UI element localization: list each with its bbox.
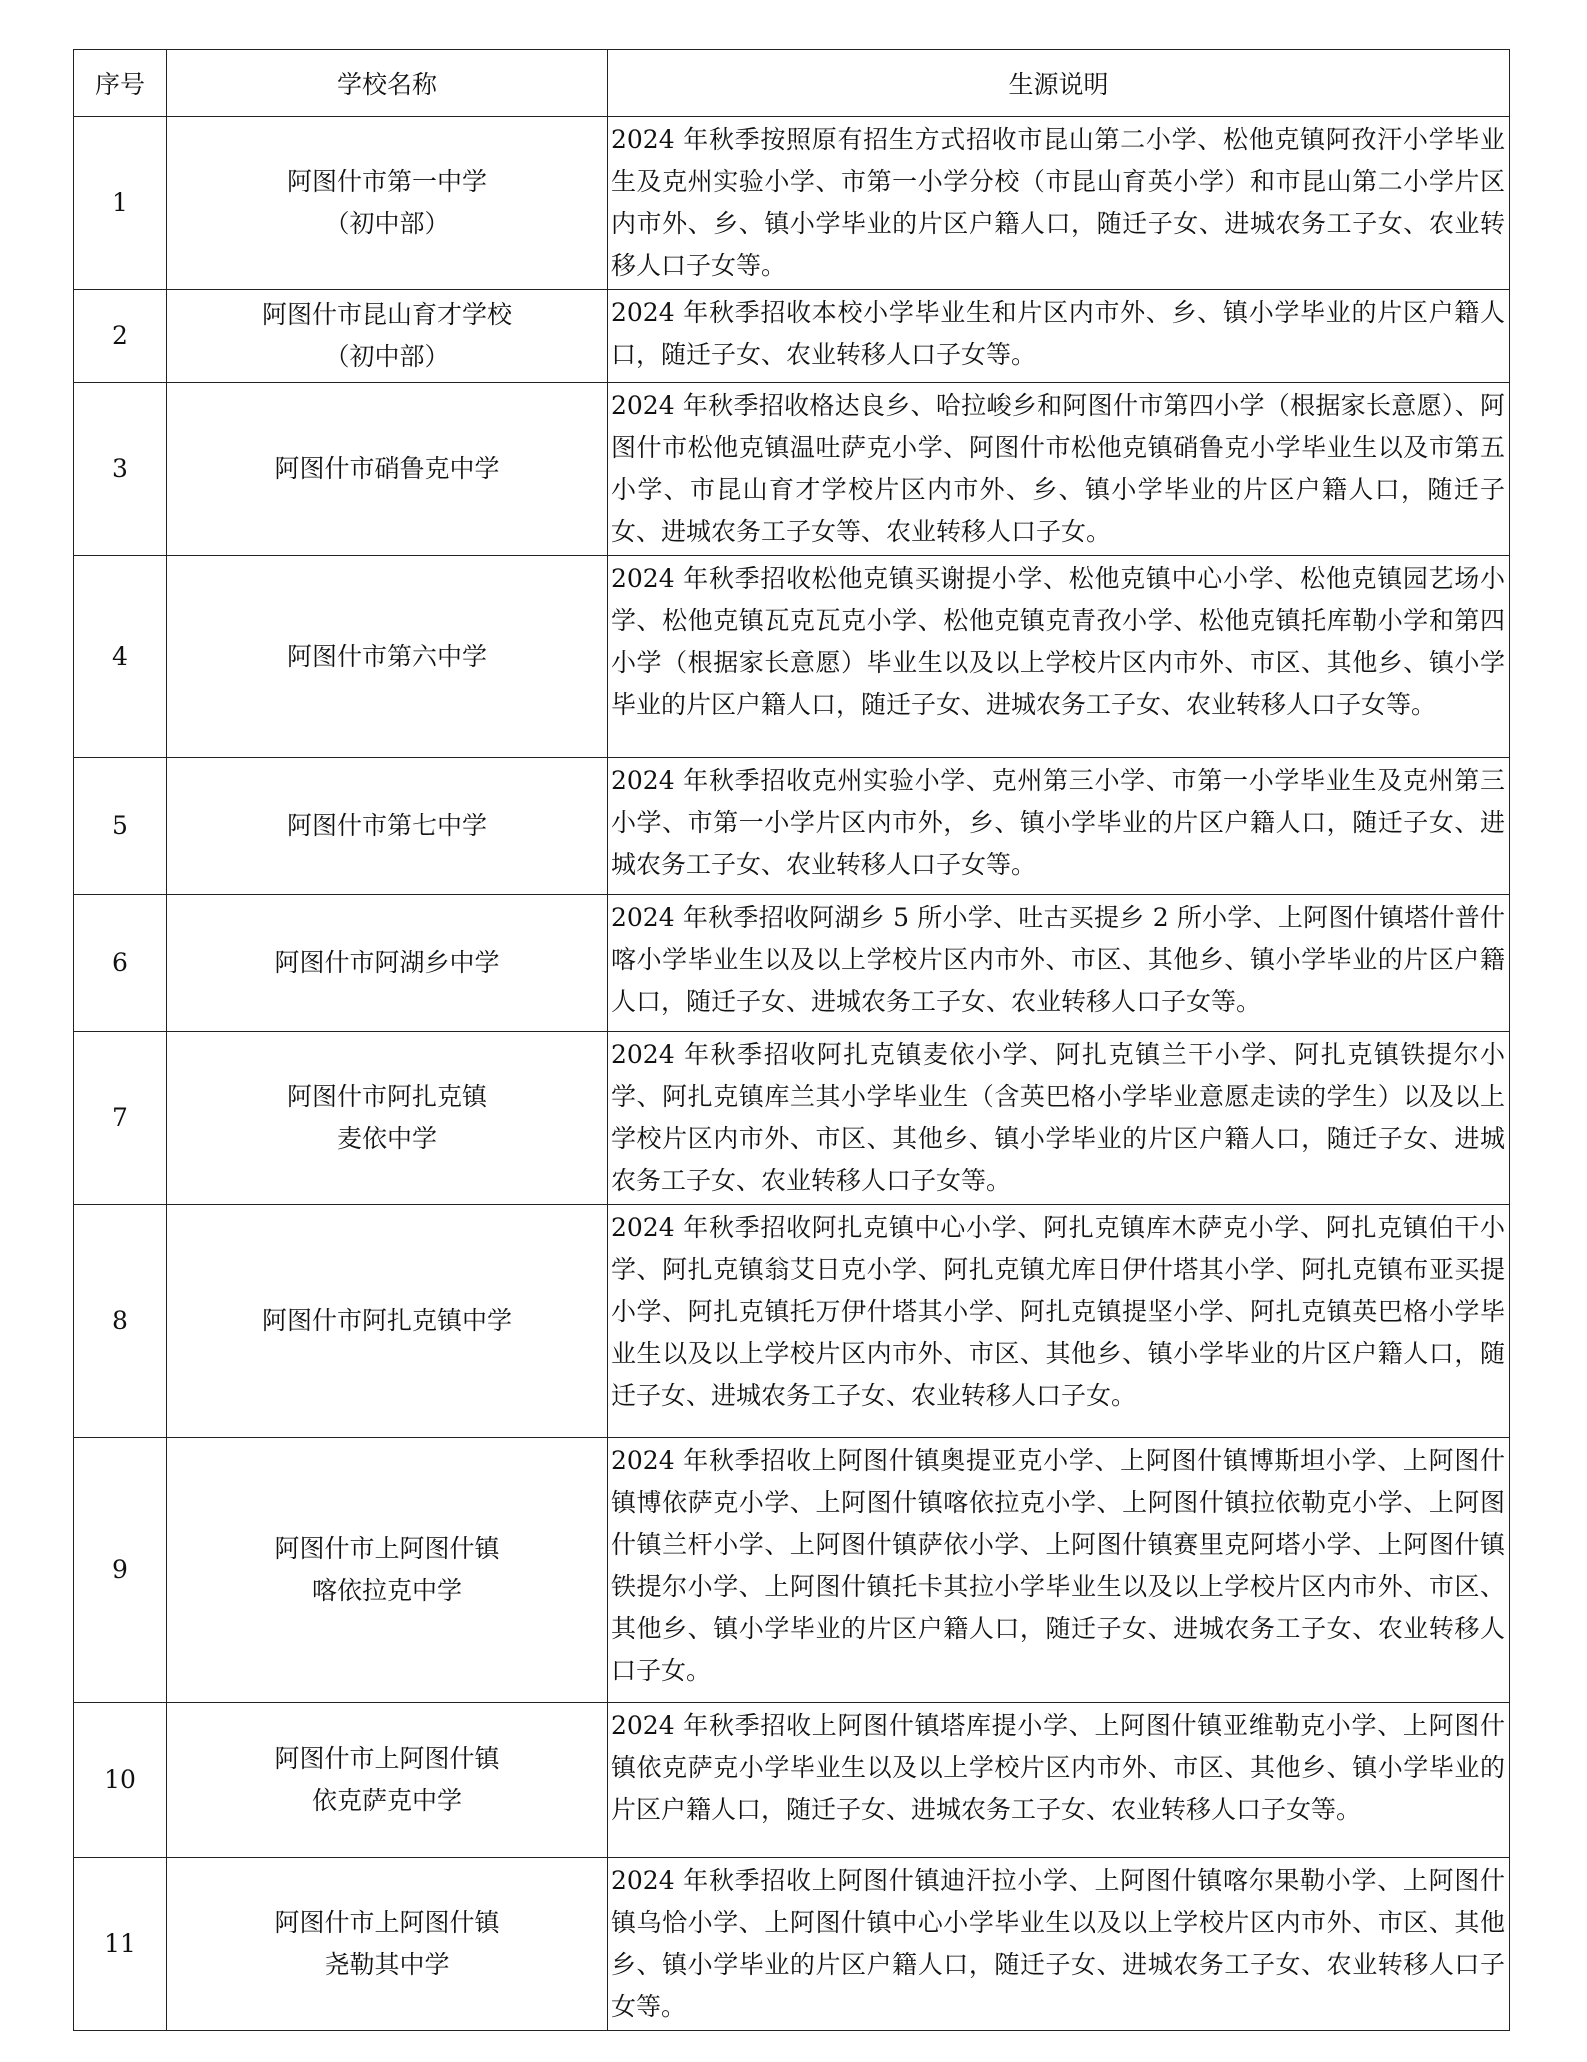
school-name	[167, 1205, 608, 1438]
school-name	[167, 1438, 608, 1703]
school-name-line: 依克萨克中学	[311, 1786, 462, 1815]
row-number: 4	[74, 556, 167, 758]
enrollment-description: 2024 年秋季招收阿湖乡 5 所小学、吐古买提乡 2 所小学、上阿图什镇塔什普什喀小学毕业生以及以上学校片区内市外、市区、其他乡、镇小学毕业的片区户籍人口，随迁子女、进城农务工子女、农业转移人口子女等。	[608, 895, 1510, 1032]
table-row	[74, 895, 1510, 1032]
enrollment-description: 2024 年秋季招收上阿图什镇奥提亚克小学、上阿图什镇博斯坦小学、上阿图什镇博依萨克小学、上阿图什镇喀依拉克小学、上阿图什镇拉依勒克小学、上阿图什镇兰杆小学、上阿图什镇萨依小学、上阿图什镇赛里克阿塔小学、上阿图什镇铁提尔小学、上阿图什镇托卡其拉小学毕业生以及以上学校片区内市外、市区、其他乡、镇小学毕业的片区户籍人口，随迁子女、进城农务工子女、农业转移人口子女。	[608, 1438, 1510, 1703]
school-name-line: 阿图什市上阿图什镇	[274, 1744, 500, 1773]
table-row	[74, 1438, 1510, 1703]
enrollment-description: 2024 年秋季招收阿扎克镇麦依小学、阿扎克镇兰干小学、阿扎克镇铁提尔小学、阿扎克镇库兰其小学毕业生（含英巴格小学毕业意愿走读的学生）以及以上学校片区内市外、市区、其他乡、镇小学毕业的片区户籍人口，随迁子女、进城农务工子女、农业转移人口子女等。	[608, 1032, 1510, 1205]
row-number: 5	[74, 758, 167, 895]
header-description: 生源说明	[608, 50, 1510, 117]
table-row	[74, 1032, 1510, 1205]
school-name-line: 阿图什市硝鲁克中学	[274, 454, 500, 483]
school-name-line: 阿图什市昆山育才学校	[261, 300, 512, 329]
school-name-line: 尧勒其中学	[324, 1950, 450, 1979]
school-name-line: 喀依拉克中学	[311, 1576, 462, 1605]
school-name	[167, 1703, 608, 1858]
table-header-row	[74, 50, 1510, 117]
row-number: 9	[74, 1438, 167, 1703]
enrollment-description: 2024 年秋季招收克州实验小学、克州第三小学、市第一小学毕业生及克州第三小学、市第一小学片区内市外，乡、镇小学毕业的片区户籍人口，随迁子女、进城农务工子女、农业转移人口子女等。	[608, 758, 1510, 895]
school-name-line: 阿图什市第一中学	[286, 167, 487, 196]
table-row	[74, 383, 1510, 556]
row-number: 11	[74, 1858, 167, 2031]
row-number: 7	[74, 1032, 167, 1205]
school-name-line: 阿图什市上阿图什镇	[274, 1908, 500, 1937]
school-name-line: 阿图什市上阿图什镇	[274, 1534, 500, 1563]
enrollment-description: 2024 年秋季招收松他克镇买谢提小学、松他克镇中心小学、松他克镇园艺场小学、松他克镇瓦克瓦克小学、松他克镇克青孜小学、松他克镇托库勒小学和第四小学（根据家长意愿）毕业生以及以上学校片区内市外、市区、其他乡、镇小学毕业的片区户籍人口，随迁子女、进城农务工子女、农业转移人口子女等。	[608, 556, 1510, 758]
school-name	[167, 383, 608, 556]
row-number: 6	[74, 895, 167, 1032]
school-name	[167, 117, 608, 290]
school-name-line: 阿图什市第七中学	[286, 811, 487, 840]
header-num: 序号	[74, 50, 167, 117]
table-row	[74, 758, 1510, 895]
school-enrollment-table	[73, 49, 1510, 2031]
row-number: 10	[74, 1703, 167, 1858]
school-name	[167, 1858, 608, 2031]
school-name-line: （初中部）	[324, 209, 450, 238]
table-row	[74, 1703, 1510, 1858]
school-name-line: 阿图什市阿湖乡中学	[274, 948, 500, 977]
enrollment-description: 2024 年秋季招收上阿图什镇迪汗拉小学、上阿图什镇喀尔果勒小学、上阿图什镇乌恰小学、上阿图什镇中心小学毕业生以及以上学校片区内市外、市区、其他乡、镇小学毕业的片区户籍人口，随迁子女、进城农务工子女、农业转移人口子女等。	[608, 1858, 1510, 2031]
school-name	[167, 758, 608, 895]
table-row	[74, 1205, 1510, 1438]
row-number: 2	[74, 290, 167, 383]
row-number: 8	[74, 1205, 167, 1438]
school-name-line: 阿图什市第六中学	[286, 641, 487, 671]
table-row	[74, 290, 1510, 383]
school-name-line: 麦依中学	[336, 1124, 437, 1153]
enrollment-description: 2024 年秋季招收格达良乡、哈拉峻乡和阿图什市第四小学（根据家长意愿）、阿图什市松他克镇温吐萨克小学、阿图什市松他克镇硝鲁克小学毕业生以及市第五小学、市昆山育才学校片区内市外、乡、镇小学毕业的片区户籍人口，随迁子女、进城农务工子女等、农业转移人口子女。	[608, 383, 1510, 556]
table-row	[74, 1858, 1510, 2031]
school-name	[167, 1032, 608, 1205]
school-name	[167, 895, 608, 1032]
row-number: 3	[74, 383, 167, 556]
enrollment-description: 2024 年秋季招收上阿图什镇塔库提小学、上阿图什镇亚维勒克小学、上阿图什镇依克萨克小学毕业生以及以上学校片区内市外、市区、其他乡、镇小学毕业的片区户籍人口，随迁子女、进城农务工子女、农业转移人口子女等。	[608, 1703, 1510, 1858]
row-number: 1	[74, 117, 167, 290]
school-name	[167, 290, 608, 383]
enrollment-description: 2024 年秋季招收阿扎克镇中心小学、阿扎克镇库木萨克小学、阿扎克镇伯干小学、阿扎克镇翁艾日克小学、阿扎克镇尤库日伊什塔其小学、阿扎克镇布亚买提小学、阿扎克镇托万伊什塔其小学、阿扎克镇提坚小学、阿扎克镇英巴格小学毕业生以及以上学校片区内市外、市区、其他乡、镇小学毕业的片区户籍人口，随迁子女、进城农务工子女、农业转移人口子女。	[608, 1205, 1510, 1438]
table-row	[74, 117, 1510, 290]
enrollment-description: 2024 年秋季招收本校小学毕业生和片区内市外、乡、镇小学毕业的片区户籍人口，随迁子女、农业转移人口子女等。	[608, 290, 1510, 383]
school-name	[167, 556, 608, 758]
school-name-line: 阿图什市阿扎克镇中学	[261, 1306, 512, 1335]
header-school-name: 学校名称	[167, 50, 608, 117]
school-name-line: （初中部）	[324, 342, 450, 371]
school-name-line: 阿图什市阿扎克镇	[286, 1082, 487, 1111]
table-row	[74, 556, 1510, 758]
enrollment-description: 2024 年秋季按照原有招生方式招收市昆山第二小学、松他克镇阿孜汗小学毕业生及克州实验小学、市第一小学分校（市昆山育英小学）和市昆山第二小学片区内市外、乡、镇小学毕业的片区户籍人口，随迁子女、进城农务工子女、农业转移人口子女等。	[608, 117, 1510, 290]
